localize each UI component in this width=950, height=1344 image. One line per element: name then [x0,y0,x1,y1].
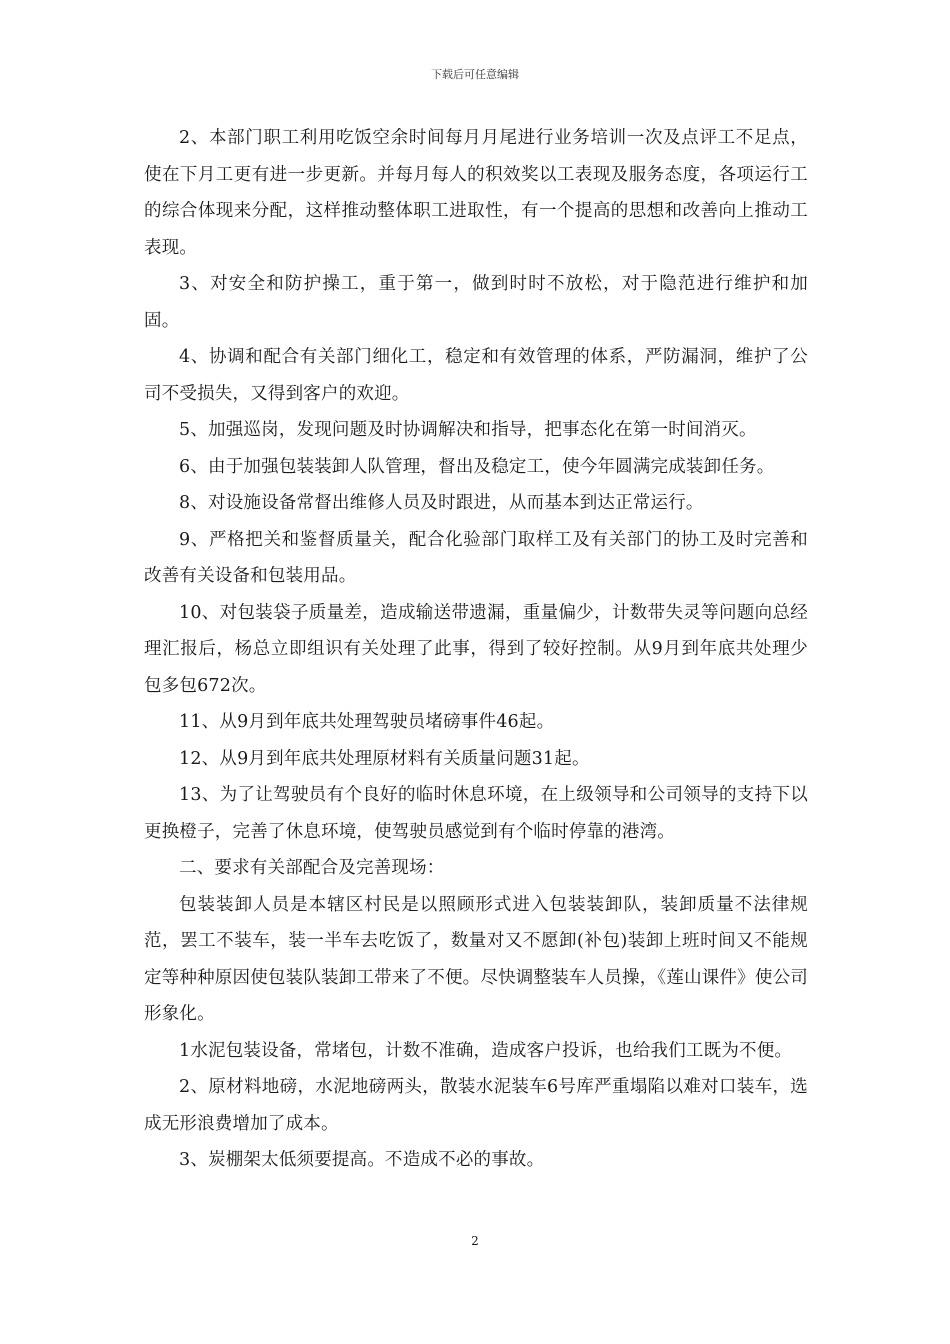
section-heading: 二、要求有关部配合及完善现场： [179,858,445,878]
paragraph: 8、对设施设备常督出维修人员及时跟进，从而基本到达正常运行。 [179,493,704,513]
paragraph: 2、原材料地磅，水泥地磅两头，散装水泥装车6号库严重塌陷以难对口装车，选成无形浪费增加了成本。 [144,1077,808,1134]
page-header: 下载后可任意编辑 [431,68,519,81]
paragraph: 10、对包装袋子质量差，造成输送带遗漏，重量偏少，计数带失灵等问题向总经理汇报后，杨总立即组识有关处理了此事，得到了较好控制。从9月到年底共处理少包多包672次。 [144,602,808,696]
paragraph: 9、严格把关和鉴督质量关，配合化验部门取样工及有关部门的协工及时完善和改善有关设备和包装用品。 [144,529,808,586]
paragraph: 包装装卸人员是本辖区村民是以照顾形式进入包装装卸队，装卸质量不法律规范，罢工不装车，装一半车去吃饭了，数量对又不愿卸(补包)装卸上班时间又不能规定等种种原因使包装队装卸工带来了不便。尽快调整装车人员操，《莲山课件》使公司形象化。 [144,894,808,1024]
paragraph: 5、加强巡岗，发现问题及时协调解决和指导，把事态化在第一时间消灭。 [179,420,757,440]
paragraph: 3、对安全和防护操工，重于第一，做到时时不放松，对于隐范进行维护和加固。 [144,274,808,331]
document-body [144,120,808,1179]
paragraph: 1水泥包装设备，常堵包，计数不准确，造成客户投诉，也给我们工既为不便。 [179,1040,793,1061]
paragraph: 12、从9月到年底共处理原材料有关质量问题31起。 [179,748,590,769]
paragraph: 6、由于加强包装装卸人队管理，督出及稳定工，使今年圆满完成装卸任务。 [179,456,775,477]
paragraph: 11、从9月到年底共处理驾驶员堵磅事件46起。 [179,712,555,732]
page-number: 2 [471,1234,479,1248]
paragraph: 2、本部门职工利用吃饭空余时间每月月尾进行业务培训一次及点评工不足点，使在下月工更有进一步更新。并每月每人的积效奖以工表现及服务态度，各项运行工的综合体现来分配，这样推动整体职工进取性，有一个提高的思想和改善向上推动工表现。 [144,128,808,258]
paragraph: 4、协调和配合有关部门细化工，稳定和有效管理的体系，严防漏洞，维护了公司不受损失，又得到客户的欢迎。 [144,347,808,404]
paragraph: 3、炭棚架太低须要提高。不造成不必的事故。 [179,1150,545,1170]
paragraph: 13、为了让驾驶员有个良好的临时休息环境，在上级领导和公司领导的支持下以更换橙子，完善了休息环境，使驾驶员感觉到有个临时停靠的港湾。 [144,785,808,842]
